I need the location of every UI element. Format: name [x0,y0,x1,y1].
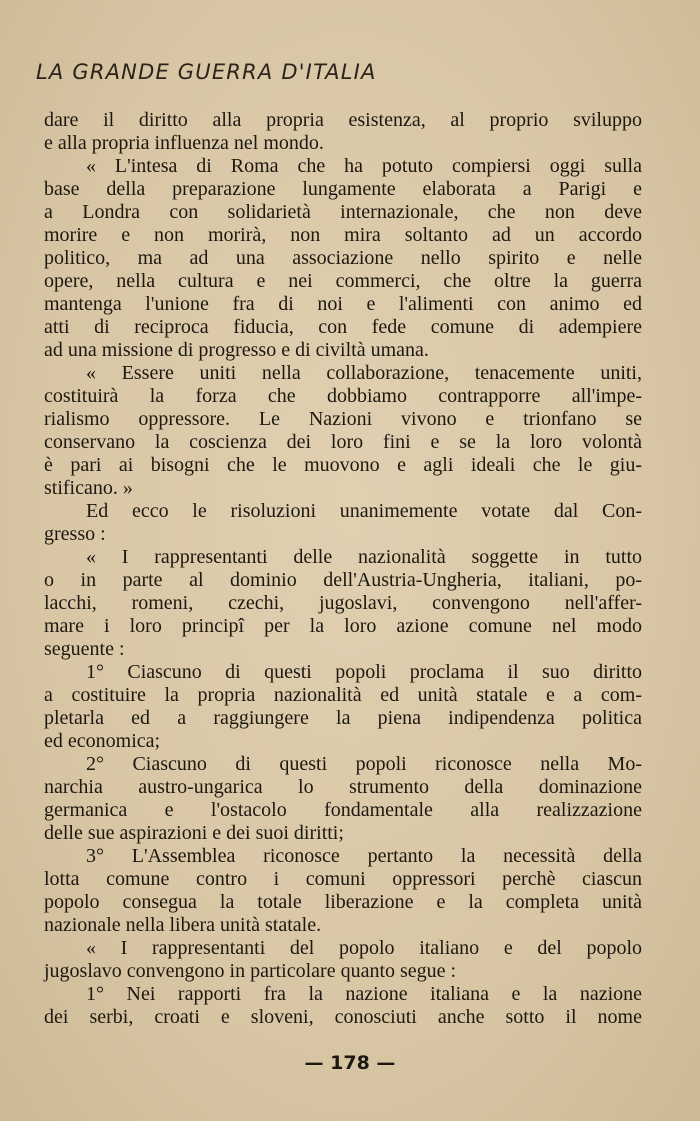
text-line: morire e non morirà, non mira soltanto ad un accordo [44,224,642,246]
text-line: dei serbi, croati e sloveni, conosciuti anche sotto il nome [44,1006,642,1028]
text-line: o in parte al dominio dell'Austria-Ungheria, italiani, po- [44,569,642,591]
text-line: mantenga l'unione fra di noi e l'alimenti con animo ed [44,293,642,315]
text-line: lotta comune contro i comuni oppressori perchè ciascun [44,868,642,890]
page-body-text [44,109,642,1029]
text-line: è pari ai bisogni che le muovono e agli ideali che le giu- [44,454,642,476]
text-line: a costituire la propria nazionalità ed unità statale e a com- [44,684,642,706]
text-line: germanica e l'ostacolo fondamentale alla realizzazione [44,799,642,821]
text-line: stificano. » [44,477,133,499]
text-line: politico, ma ad una associazione nello spirito e nelle [44,247,642,269]
text-line: seguente : [44,638,125,660]
text-line: jugoslavo convengono in particolare quanto segue : [44,960,457,982]
text-line: a Londra con solidarietà internazionale, che non deve [44,201,642,223]
page-number: — 178 — [304,1052,396,1074]
text-line: narchia austro-ungarica lo strumento della dominazione [44,776,642,798]
text-line: 1° Ciascuno di questi popoli proclama il suo diritto [86,661,642,683]
text-line: base della preparazione lungamente elaborata a Parigi e [44,178,642,200]
text-line: « Essere uniti nella collaborazione, tenacemente uniti, [86,362,642,384]
text-line: ad una missione di progresso e di civiltà umana. [44,339,429,361]
text-line: nazionale nella libera unità statale. [44,914,322,936]
text-line: pletarla ed a raggiungere la piena indipendenza politica [44,707,642,729]
text-line: e alla propria influenza nel mondo. [44,132,324,154]
text-line: 1° Nei rapporti fra la nazione italiana e la nazione [86,983,642,1005]
text-line: dare il diritto alla propria esistenza, al proprio sviluppo [44,109,642,131]
text-line: mare i loro principî per la loro azione comune nel modo [44,615,642,637]
running-head: LA GRANDE GUERRA D'ITALIA [36,60,377,84]
text-line: 3° L'Assemblea riconosce pertanto la necessità della [86,845,642,867]
text-line: « L'intesa di Roma che ha potuto compiersi oggi sulla [86,155,642,177]
text-line: « I rappresentanti delle nazionalità soggette in tutto [86,546,642,568]
text-line: rialismo oppressore. Le Nazioni vivono e trionfano se [44,408,642,430]
text-line: atti di reciproca fiducia, con fede comune di adempiere [44,316,642,338]
text-line: ed economica; [44,730,161,752]
text-line: gresso : [44,523,106,545]
text-line: conservano la coscienza dei loro fini e se la loro volontà [44,431,642,453]
text-line: opere, nella cultura e nei commerci, che oltre la guerra [44,270,642,292]
text-line: Ed ecco le risoluzioni unanimemente votate dal Con- [86,500,642,522]
text-line: « I rappresentanti del popolo italiano e del popolo [86,937,642,959]
text-line: lacchi, romeni, czechi, jugoslavi, convengono nell'affer- [44,592,642,614]
text-line: 2° Ciascuno di questi popoli riconosce nella Mo- [86,753,642,775]
text-line: delle sue aspirazioni e dei suoi diritti; [44,822,344,844]
text-line: popolo consegua la totale liberazione e la completa unità [44,891,642,913]
text-line: costituirà la forza che dobbiamo contrapporre all'impe- [44,385,642,407]
